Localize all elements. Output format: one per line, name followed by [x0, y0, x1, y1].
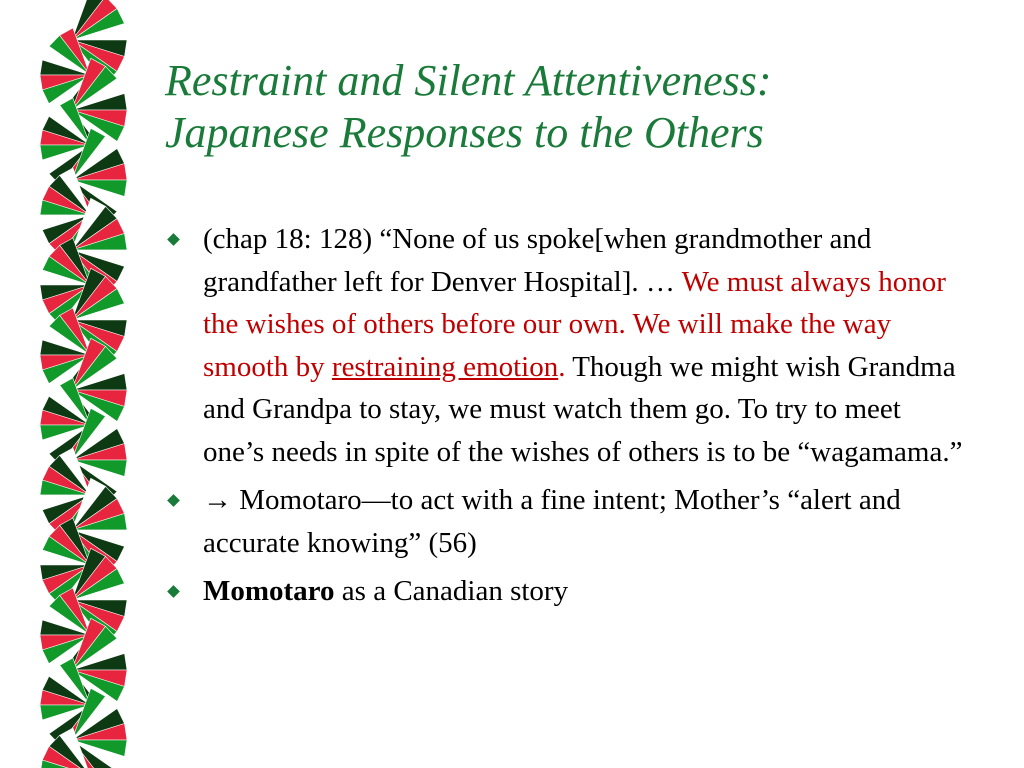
- bullet-list: [165, 218, 965, 619]
- quote-continuation: Though we might wish Grandma and Grandpa to stay, we must watch them go. To try to meet one’s needs in spite of the wishes of others is to be “wagamama.”: [203, 350, 963, 468]
- quote-period: .: [558, 350, 566, 383]
- title-line-2: Japanese Responses to the Others: [165, 108, 764, 157]
- bullet-item-momotaro: [165, 479, 965, 564]
- decorative-ribbon-border: [0, 0, 140, 768]
- slide-title: [165, 55, 1005, 159]
- diamond-bullet-icon: [167, 494, 180, 507]
- title-line-1: Restraint and Silent Attentiveness:: [165, 56, 772, 105]
- quote-underlined: restraining emotion: [331, 350, 559, 383]
- diamond-bullet-icon: [167, 233, 180, 246]
- canadian-text: as a Canadian story: [334, 575, 569, 607]
- momotaro-bold: Momotaro: [203, 575, 335, 607]
- bullet-item-canadian: [165, 570, 965, 613]
- quote-text: (chap 18: 128) “None of us spoke[when grandmother and grandfather left for Denver Hospital]. …: [203, 223, 872, 298]
- arrow-icon: →: [203, 484, 232, 516]
- diamond-bullet-icon: [167, 585, 180, 598]
- bullet-item-quote: [165, 218, 965, 473]
- quote-emphasis: We must always honor the wishes of others before our own. We will make the way smooth by: [203, 265, 946, 383]
- momotaro-text: Momotaro—to act with a fine intent; Mother’s “alert and accurate knowing” (56): [203, 484, 901, 559]
